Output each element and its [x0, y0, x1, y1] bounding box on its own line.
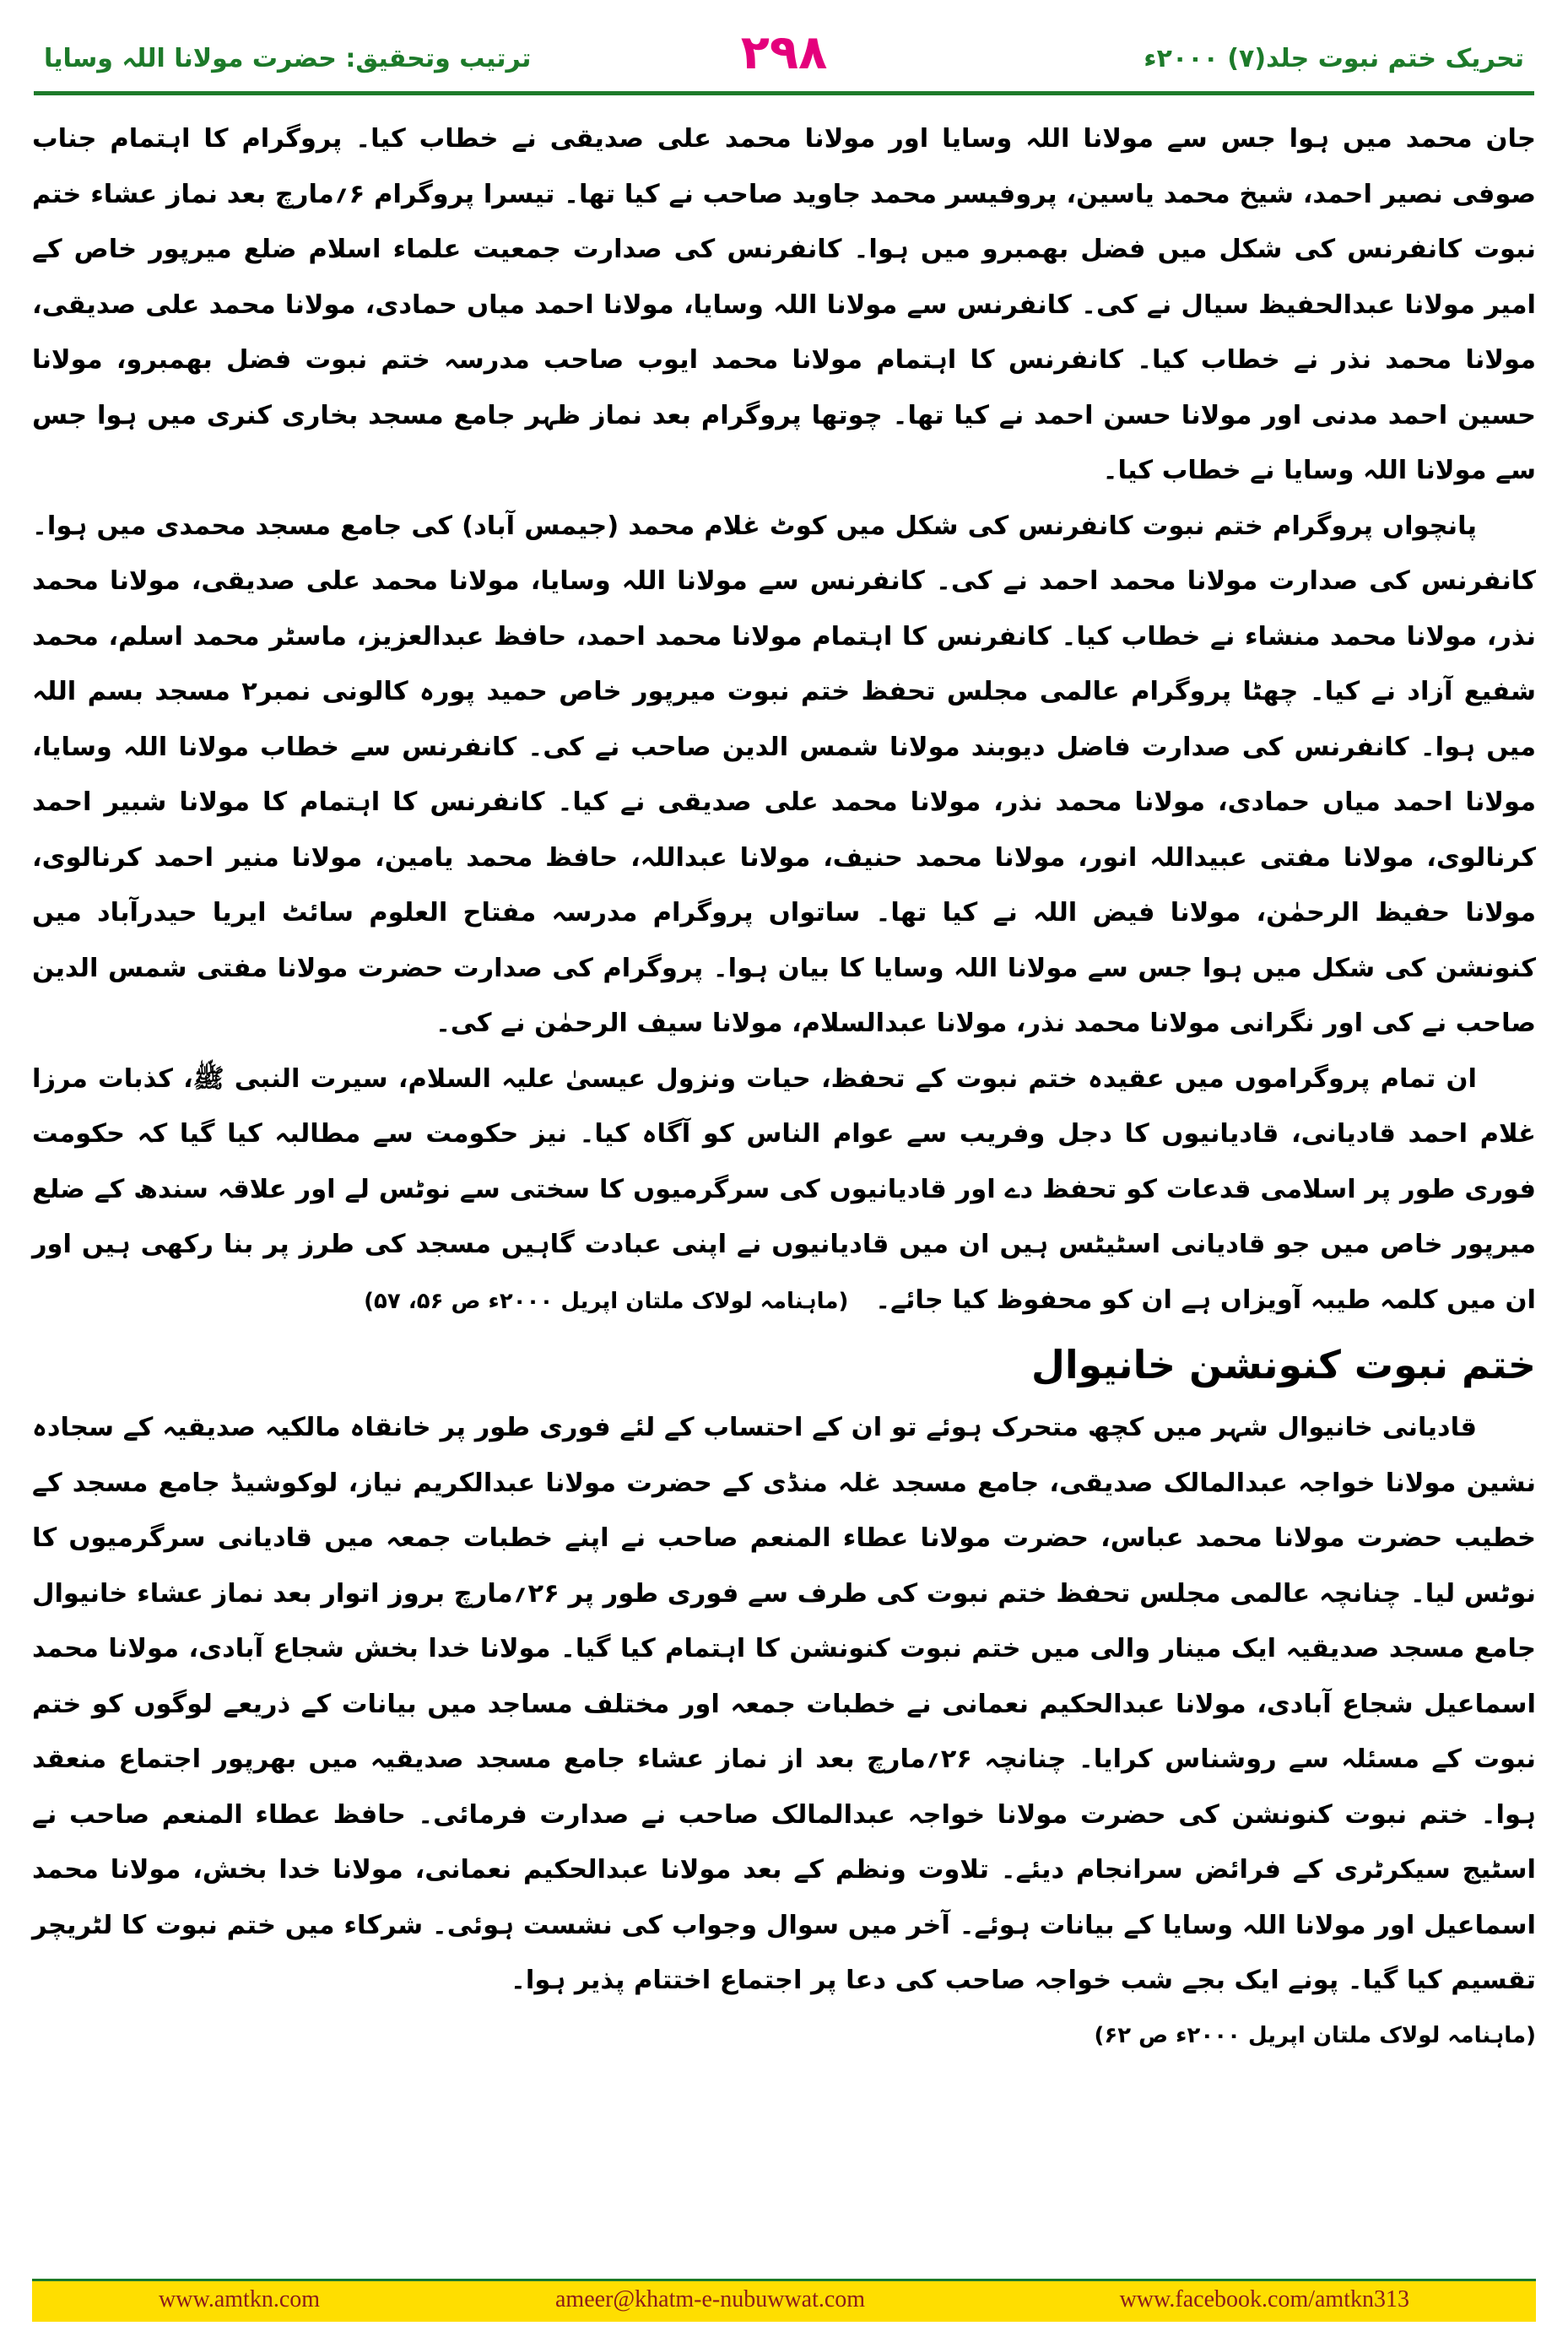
paragraph-2: پانچواں پروگرام ختم نبوت کانفرنس کی شکل میں کوٹ غلام محمد (جیمس آباد) کی جامع مسجد محمدی میں ہوا۔ کانفرنس کی صدارت مولانا محمد احمد نے کی۔ کانفرنس سے مولانا اللہ وسایا، مولانا محمد علی صدیقی، مولانا محمد نذر، مولانا محمد منشاء نے خطاب کیا۔ کانفرنس کا اہتمام مولانا محمد احمد، حافظ عبدالعزیز، ماسٹر محمد اسلم، محمد شفیع آزاد نے کیا۔ چھٹا پروگرام عالمی مجلس تحفظ ختم نبوت میرپور خاص حمید پورہ کالونی نمبر۲ مسجد بسم اللہ میں ہوا۔ کانفرنس کی صدارت فاضل دیوبند مولانا شمس الدین صاحب نے کی۔ کانفرنس سے خطاب مولانا اللہ وسایا، مولانا احمد میاں حمادی، مولانا محمد نذر، مولانا محمد علی صدیقی نے کیا۔ کانفرنس کا اہتمام کا مولانا شبیر احمد کرنالوی، مولانا مفتی عبیداللہ انور، مولانا محمد حنیف، مولانا عبداللہ، حافظ محمد یامین، مولانا منیر احمد کرنالوی، مولانا حفیظ الرحمٰن، مولانا فیض اللہ نے کیا تھا۔ ساتواں پروگرام مدرسہ مفتاح العلوم سائٹ ایریا حیدرآباد میں کنونشن کی شکل میں ہوا جس سے مولانا اللہ وسایا کا بیان ہوا۔ پروگرام کی صدارت حضرت مولانا مفتی شمس الدین صاحب نے کی اور نگرانی مولانا محمد نذر، مولانا عبدالسلام، مولانا سیف الرحمٰن نے کی۔	[32, 511, 1537, 1038]
reference-1: (ماہنامہ لولاک ملتان اپریل ۲۰۰۰ء ص ۵۶، ۵۷)	[364, 1288, 849, 1314]
footer-facebook-link[interactable]: www.facebook.com/amtkn313	[1119, 2286, 1409, 2312]
page-header	[34, 25, 1534, 84]
paragraph-3	[32, 1052, 1536, 1330]
header-divider	[34, 91, 1534, 95]
page-number: ۲۹۸	[740, 25, 828, 80]
header-book-title: تحریک ختم نبوت جلد(۷) ۲۰۰۰ء	[1144, 44, 1524, 73]
section-heading: ختم نبوت کنونشن خانیوال	[1031, 1342, 1536, 1387]
footer-website-link[interactable]: www.amtkn.com	[159, 2286, 321, 2312]
paragraph-4: قادیانی خانیوال شہر میں کچھ متحرک ہوئے تو ان کے احتساب کے لئے فوری طور پر خانقاہ مالکیہ صدیقیہ کے سجادہ نشین مولانا خواجہ عبدالمالک صدیقی، جامع مسجد غلہ منڈی کے حضرت مولانا عبدالکریم نیاز، لوکوشیڈ جامع مسجد کے خطیب حضرت مولانا محمد عباس، حضرت مولانا عطاء المنعم صاحب نے اپنے خطبات جمعہ میں قادیانی سرگرمیوں کا نوٹس لیا۔ چنانچہ عالمی مجلس تحفظ ختم نبوت کی طرف سے فوری طور پر ۲۶؍مارچ بروز اتوار بعد نماز عشاء خانیوال جامع مسجد صدیقیہ ایک مینار والی میں ختم نبوت کنونشن کا اہتمام کیا گیا۔ مولانا خدا بخش شجاع آبادی، مولانا محمد اسماعیل شجاع آبادی، مولانا عبدالحکیم نعمانی نے خطبات جمعہ اور مختلف مساجد میں بیانات کے ذریعے لوگوں کو ختم نبوت کے مسئلہ سے روشناس کرایا۔ چنانچہ ۲۶؍مارچ بعد از نماز عشاء جامع مسجد صدیقیہ میں بھرپور اجتماع منعقد ہوا۔ ختم نبوت کنونشن کی حضرت مولانا خواجہ عبدالمالک صاحب نے صدارت فرمائی۔ حافظ عطاء المنعم صاحب نے اسٹیج سیکرٹری کے فرائض سرانجام دیئے۔ تلاوت ونظم کے بعد مولانا عبدالحکیم نعمانی، مولانا خدا بخش، مولانا محمد اسماعیل اور مولانا اللہ وسایا کے بیانات ہوئے۔ آخر میں سوال وجواب کی نشست ہوئی۔ شرکاء میں ختم نبوت کا لٹریچر تقسیم کیا گیا۔ پونے ایک بجے شب خواجہ صاحب کی دعا پر اجتماع اختتام پذیر ہوا۔	[32, 1413, 1536, 1995]
page-body	[32, 111, 1536, 2272]
footer-email-link[interactable]: ameer@khatm-e-nubuwwat.com	[555, 2286, 866, 2312]
page-footer	[32, 2279, 1536, 2322]
paragraph-3-text: ان تمام پروگراموں میں عقیدہ ختم نبوت کے تحفظ، حیات ونزول عیسیٰ علیہ السلام، سیرت النبی ﷺ، کذبات مرزا غلام احمد قادیانی، قادیانیوں کا دجل وفریب سے عوام الناس کو آگاہ کیا۔ نیز حکومت سے مطالبہ کیا گیا کہ حکومت فوری طور پر اسلامی قدعات کو تحفظ دے اور قادیانیوں کی سرگرمیوں کا سختی سے نوٹس لے اور علاقہ سندھ کے ضلع میرپور خاص میں جو قادیانی اسٹیٹس ہیں ان میں قادیانیوں نے اپنی عبادت گاہیں مسجد کی طرز پر بنا رکھی ہیں اور ان میں کلمہ طیبہ آویزاں ہے ان کو محفوظ کیا جائے۔	[32, 1063, 1536, 1315]
reference-2: (ماہنامہ لولاک ملتان اپریل ۲۰۰۰ء ص ۶۲)	[1094, 2022, 1536, 2048]
header-compiler-title: ترتیب وتحقیق: حضرت مولانا اللہ وسایا	[44, 44, 532, 73]
paragraph-1: جان محمد میں ہوا جس سے مولانا اللہ وسایا اور مولانا محمد علی صدیقی نے خطاب کیا۔ پروگرام کا اہتمام جناب صوفی نصیر احمد، شیخ محمد یاسین، پروفیسر محمد جاوید صاحب نے کیا تھا۔ تیسرا پروگرام ۶؍مارچ بعد نماز عشاء ختم نبوت کانفرنس کی شکل میں فضل بھمبرو میں ہوا۔ کانفرنس کی صدارت جمعیت علماء اسلام ضلع میرپور خاص کے امیر مولانا عبدالحفیظ سیال نے کی۔ کانفرنس سے مولانا اللہ وسایا، مولانا احمد میاں حمادی، مولانا محمد علی صدیقی، مولانا محمد نذر نے خطاب کیا۔ کانفرنس کا اہتمام مولانا محمد ایوب صاحب مدرسہ ختم نبوت فضل بھمبرو، مولانا حسین احمد مدنی اور مولانا حسن احمد نے کیا تھا۔ چوتھا پروگرام بعد نماز ظہر جامع مسجد بخاری کنری میں ہوا جس سے مولانا اللہ وسایا نے خطاب کیا۔	[32, 124, 1536, 485]
